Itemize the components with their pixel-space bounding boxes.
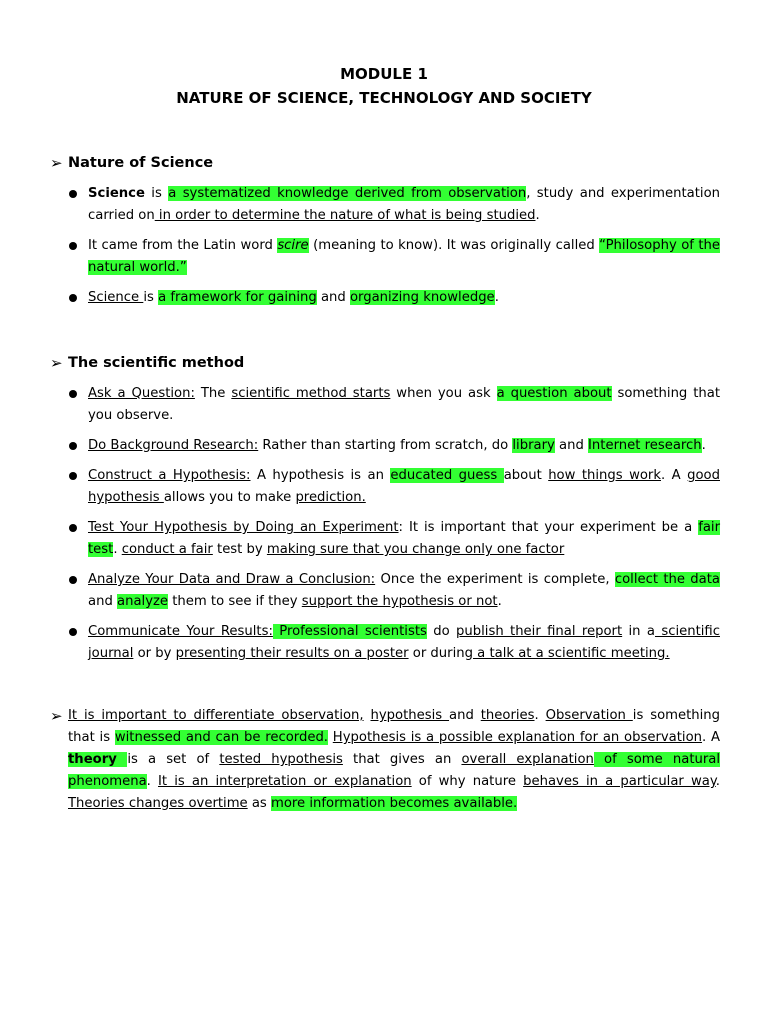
underline: Analyze Your Data and Draw a Conclusion:	[88, 572, 376, 587]
text: .	[494, 290, 499, 305]
heading-text: The scientific method	[68, 355, 245, 371]
bullet-icon	[69, 442, 77, 450]
text: .	[534, 708, 546, 723]
list-item	[50, 465, 720, 509]
underline: Science	[88, 290, 144, 305]
arrow-bullet-icon: ➢	[50, 154, 63, 172]
list-item	[50, 235, 720, 279]
text: and	[449, 708, 481, 723]
text: , study and experimentation carried on	[88, 186, 721, 223]
underline: Communicate Your Results:	[88, 624, 273, 639]
text: is something that is	[68, 708, 721, 745]
underline: support the hypothesis or not	[301, 594, 498, 609]
text: Rather than starting from scratch, do	[258, 438, 513, 453]
underline: Construct a Hypothesis:	[88, 468, 251, 483]
underline: It is an interpretation or explanation	[158, 774, 412, 789]
list-item	[50, 621, 720, 665]
text: .	[146, 774, 159, 789]
text: allows you to make	[163, 490, 296, 505]
underline: a talk at a scientific meeting.	[472, 646, 670, 661]
text: .	[113, 542, 122, 557]
text: Once the experiment is complete,	[375, 572, 615, 587]
arrow-bullet-icon: ➢	[50, 707, 63, 725]
underline: how things work	[548, 468, 661, 483]
underline: Theories changes overtime	[68, 796, 248, 811]
list-item	[50, 569, 720, 613]
text: (meaning to know). It was originally called	[308, 238, 600, 253]
text: .	[497, 594, 502, 609]
highlight: analyze	[117, 594, 169, 609]
highlight: Internet research	[588, 438, 702, 453]
section-scientific-method	[50, 352, 720, 673]
bullet-list	[50, 183, 720, 309]
text: is	[143, 290, 159, 305]
text: test by	[212, 542, 267, 557]
text: something that you observe.	[88, 386, 721, 423]
underline: Hypothesis is a possible explanation for an observation	[332, 730, 703, 745]
closing-paragraph	[50, 705, 720, 815]
list-item	[50, 383, 720, 427]
text: that gives an	[342, 752, 462, 767]
highlight: library	[512, 438, 555, 453]
bullet-icon	[69, 472, 77, 480]
text: is a set of	[127, 752, 220, 767]
text	[364, 708, 371, 723]
text: when you ask	[390, 386, 497, 401]
section-heading	[50, 352, 720, 374]
bullet-icon	[69, 628, 77, 636]
highlight: theory	[68, 752, 128, 767]
paragraph	[50, 705, 720, 815]
underline: conduct a fair	[121, 542, 213, 557]
underline: in order to determine the nature of what is being studied	[154, 208, 536, 223]
highlight: a systematized knowledge derived from observation	[168, 186, 527, 201]
text: .	[701, 438, 706, 453]
highlight: a framework for gaining	[158, 290, 317, 305]
text: and	[554, 438, 589, 453]
underline: scientific method starts	[231, 386, 391, 401]
bullet-icon	[69, 524, 77, 532]
highlight: educated guess	[390, 468, 504, 483]
list-item	[50, 517, 720, 561]
highlight: witnessed and can be recorded.	[114, 730, 329, 745]
text: or by	[133, 646, 176, 661]
module-number: MODULE 1	[340, 65, 428, 83]
list-item	[50, 183, 720, 227]
underline: prediction.	[295, 490, 366, 505]
bullet-icon	[69, 294, 77, 302]
highlight: fair test	[88, 520, 720, 557]
text: A hypothesis is an	[250, 468, 391, 483]
underline: publish their final report	[456, 624, 623, 639]
bullet-list	[50, 383, 720, 665]
section-nature-of-science	[50, 152, 720, 317]
underline: It is important to differentiate observation,	[68, 708, 364, 723]
bullet-icon	[69, 576, 77, 584]
highlight: a question about	[496, 386, 612, 401]
section-heading	[50, 152, 720, 174]
text: in a	[622, 624, 655, 639]
underline: scientific journal	[88, 624, 720, 661]
bullet-icon	[69, 190, 77, 198]
text: : It is important that your experiment be a	[398, 520, 699, 535]
text: It came from the Latin word	[88, 238, 278, 253]
text: .	[535, 208, 540, 223]
underline: making sure that you change only one factor	[266, 542, 565, 557]
highlight: scire	[277, 238, 309, 253]
text: about	[503, 468, 549, 483]
underline: hypothesis	[370, 708, 450, 723]
highlight: more information becomes available.	[271, 796, 518, 811]
text: and	[88, 594, 118, 609]
bullet-icon	[69, 242, 77, 250]
highlight: collect the data	[614, 572, 720, 587]
heading-text: Nature of Science	[68, 155, 214, 171]
text: . A	[702, 730, 720, 745]
underline: behaves in a particular way	[523, 774, 716, 789]
text: Science	[88, 186, 145, 201]
highlight: Professional scientists	[272, 624, 427, 639]
text: as	[247, 796, 271, 811]
underline: theories	[480, 708, 535, 723]
bullet-icon	[69, 390, 77, 398]
text: them to see if they	[168, 594, 302, 609]
list-item	[50, 287, 720, 309]
underline: Do Background Research:	[88, 438, 259, 453]
text: The	[194, 386, 232, 401]
text: and	[316, 290, 350, 305]
underline: tested hypothesis	[219, 752, 343, 767]
underline: overall explanation	[461, 752, 594, 767]
underline: presenting their results on a poster	[175, 646, 409, 661]
text: .	[715, 774, 720, 789]
highlight: organizing knowledge	[349, 290, 495, 305]
list-item	[50, 435, 720, 457]
underline: Observation	[545, 708, 633, 723]
highlight: “Philosophy of the natural world.”	[88, 238, 720, 275]
underline: Ask a Question:	[88, 386, 195, 401]
arrow-bullet-icon: ➢	[50, 354, 63, 372]
module-title: NATURE OF SCIENCE, TECHNOLOGY AND SOCIETY	[176, 89, 592, 107]
highlight: of some natural phenomena	[68, 752, 721, 789]
underline: Test Your Hypothesis by Doing an Experiment	[88, 520, 399, 535]
text: of why nature	[411, 774, 524, 789]
text: or during	[408, 646, 473, 661]
underline: good hypothesis	[88, 468, 720, 505]
text: is	[144, 186, 169, 201]
text: do	[426, 624, 457, 639]
text: . A	[661, 468, 688, 483]
